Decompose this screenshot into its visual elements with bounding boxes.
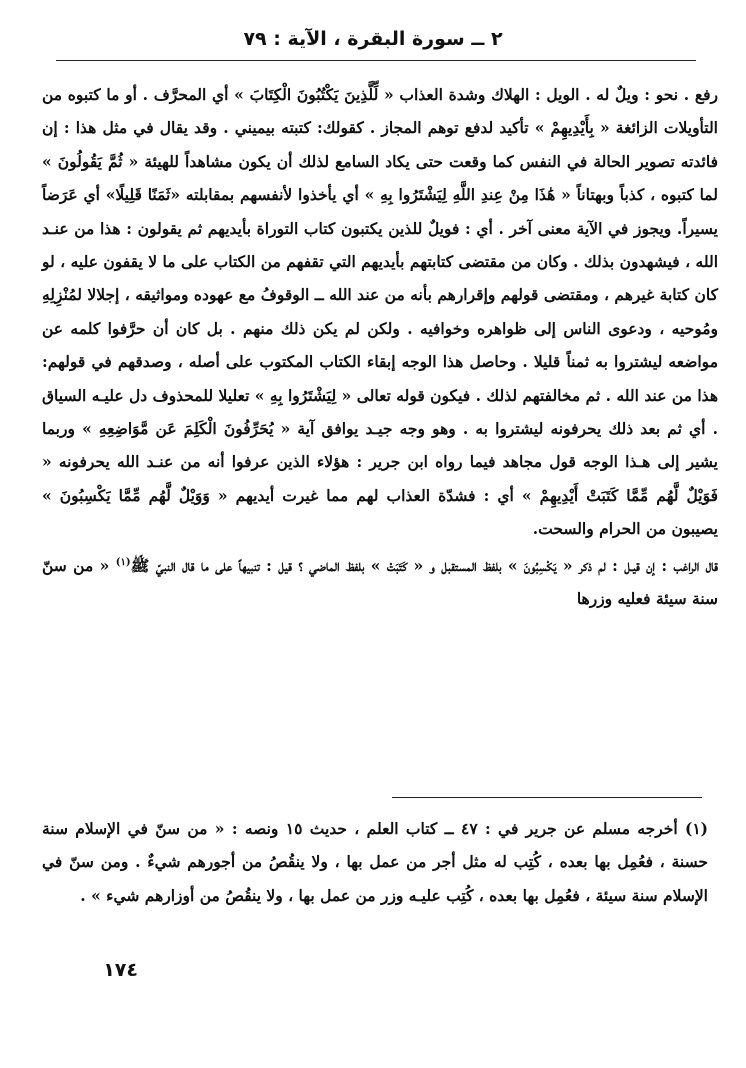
main-text: [42, 78, 718, 616]
footnote: [42, 812, 708, 912]
paragraph-2: [42, 546, 718, 616]
footnote-divider: [392, 797, 702, 798]
paragraph-2-text: قال الراغب : إن قيـل : لم ذكر « يَكْسِبُونَ » بلفظ المستقبل و « كَتَبَتْ » بلفظ الماضي ؟ قيل : تنبيهاً على ما قال النبيّ ﷺ: [130, 555, 718, 575]
paragraph-1: رفع . نحو : ويلٌ له . الويل : الهلاك وشدة العذاب « لِّلَّذِينَ يَكْتُبُونَ الْكِتَابَ » أي المحرَّف . أو ما كتبوه من التأويلات الزائغة « بِأَيْدِيهِمْ » تأكيد لدفع توهم المجاز . كقولك: كتبته بيميني . وقد يقال في مثل هذا : إن فائدته تصوير الحالة في النفس كما وقعت حتى يكاد السامع لذلك أن يكون مشاهداً للهيئة « ثُمَّ يَقُولُونَ » لما كتبوه ، كذباً وبهتاناً « هَٰذَا مِنْ عِندِ اللَّهِ لِيَشْتَرُوا بِهِ » أي يأخذوا لأنفسهم بمقابلته «ثَمَنًا قَلِيلًا» أي عَرَضاً يسيراً. ويجوز في الآية معنى آخر . أي : فويلٌ للذين يكتبون كتاب التوراة بأيديهم ثم يقولون : هذا من عنـد الله ، فيشهدون بذلك . وكان من مقتضى كتابتهم بأيديهم التي تقفهم من الكتاب على ما لا يقفون عليه ، لو كان كتابة غيرهم ، ومقتضى قولهم وإقرارهم بأنه من عند الله ــ الوقوفُ مع عهوده ومواثيقه ، إجلالا لمُنْزِلِهِ ومُوحيه ، ودعوى الناس إلى ظواهره وخوافيه . ولكن لم يكن ذلك منهم . بل كان أن حرَّفوا كلمه عن مواضعه ليشتروا به ثمناً قليلا . وحاصل هذا الوجه إبقاء الكتاب المكتوب على أصله ، وصدقهم في قولهم: هذا من عند الله . ثم مخالفتهم لذلك . فيكون قوله تعالى « لِيَشْتَرُوا بِهِ » تعليلا للمحذوف دل عليـه السياق . أي ثم بعد ذلك يحرفونه ليشتروا به . وهو وجه جيـد يوافق آية « يُحَرِّفُونَ الْكَلِمَ عَن مَّوَاضِعِهِ » وربما يشير إلى هـذا الوجه قول مجاهد فيما رواه ابن جرير : هؤلاء الذين عرفوا أنه من عنـد الله يحرفونه « فَوَيْلٌ لَّهُم مِّمَّا كَتَبَتْ أَيْدِيهِمْ » أي : فشدّة العذاب لهم مما غيرت أيديهم « وَوَيْلٌ لَّهُم مِّمَّا يَكْسِبُونَ » يصيبون من الحرام والسحت.: [42, 85, 718, 539]
footnote-text: (١) أخرجه مسلم عن جرير في : ٤٧ ــ كتاب العلم ، حديث ١٥ ونصه : « من سنّ في الإسلام سنة حسنة ، فعُمِل بها بعده ، كُتِب له مثل أجر من عمل بها ، ولا ينقُصُ من أجورهم شيءٌ . ومن سنّ في الإسلام سنة سيئة ، فعُمِل بها بعده ، كُتِب عليـه وزر من عمل بها ، ولا ينقُصُ من أوزارهم شيء » .: [42, 819, 708, 905]
running-header: ٢ ــ سورة البقرة ، الآية : ٧٩: [243, 28, 503, 50]
page-number: ١٧٤: [103, 959, 138, 981]
footnote-marker: (١): [115, 556, 131, 568]
paragraph-2-end: « من سنّ سنة سيئة فعليه وزرها: [42, 555, 718, 609]
header-divider: [56, 60, 696, 61]
